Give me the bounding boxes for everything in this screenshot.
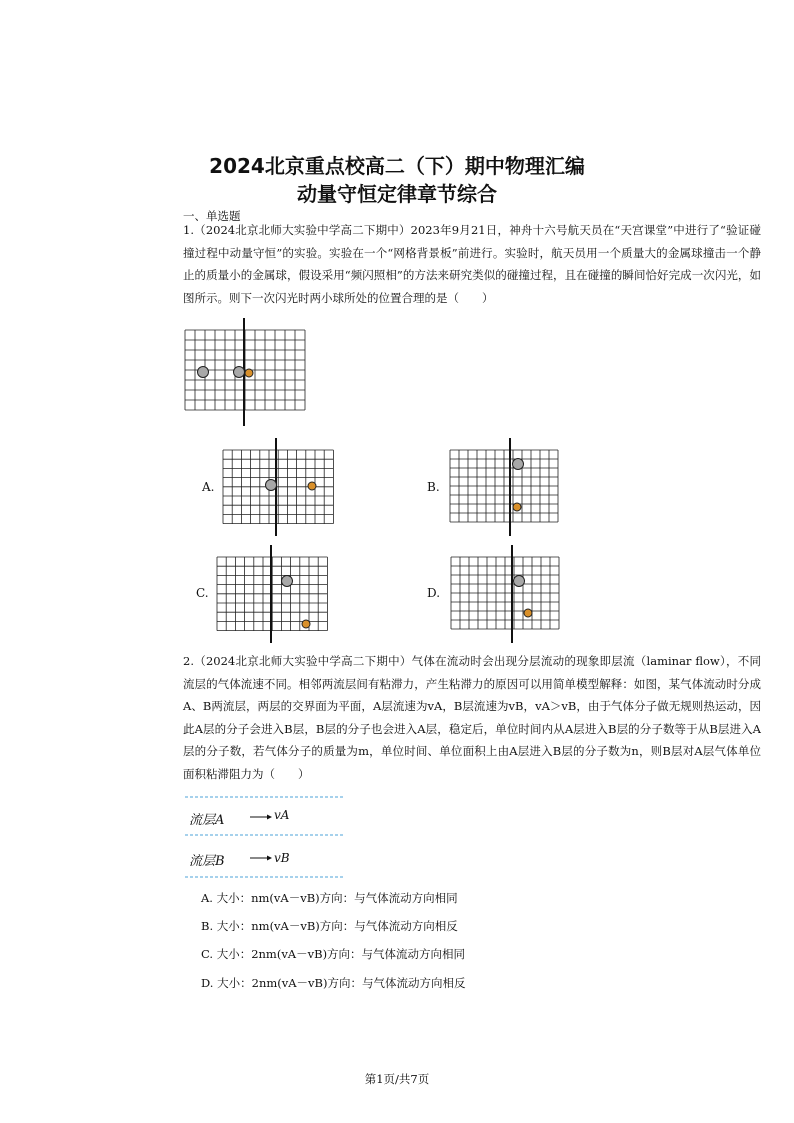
page-footer: 第1页/共7页 xyxy=(364,1072,430,1086)
big-ball xyxy=(198,367,209,378)
page-subtitle: 动量守恒定律章节综合 xyxy=(297,182,497,206)
option-a-label[interactable]: A. xyxy=(202,480,215,494)
question-2-text: 2.（2024北京北师大实验中学高二下期中）气体在流动时会出现分层流动的现象即层流（laminar flow），不同流层的气体流速不同。相邻两流层间有粘滞力，产生粘滞力的原因可以用简单模型解释：如图，某气体流动时分成A、B两流层，两层的交界面为平面，A层流速为vA，B层流速为vB，vA＞vB，由于气体分子做无规则热运动，因此A层的分子会进入B层，B层的分子也会进入A层，稳定后，单位时间内从A层进入B层的分子数等于从B层进入A层的分子数，若气体分子的质量为m，单位时间、单位面积上由A层进入B层的分子数为n，则B层对A层气体单位面积粘滞阻力为（ ） xyxy=(183,654,761,781)
small-ball xyxy=(524,609,532,617)
big-ball xyxy=(513,459,524,470)
option-c-label[interactable]: C. xyxy=(196,586,209,600)
small-ball xyxy=(245,369,253,377)
small-ball xyxy=(302,620,310,628)
page-title: 2024北京重点校高二（下）期中物理汇编 xyxy=(209,154,585,178)
velocity-b-label: vB xyxy=(274,851,290,865)
layer-a-label: 流层A xyxy=(189,813,225,828)
section-heading: 一、单选题 xyxy=(183,209,241,223)
choice-a[interactable]: A. 大小：nm(vA－vB)方向：与气体流动方向相同 xyxy=(201,891,458,905)
q1-main-figure xyxy=(185,318,307,428)
choice-c[interactable]: C. 大小：2nm(vA－vB)方向：与气体流动方向相同 xyxy=(201,947,466,961)
big-ball xyxy=(282,576,293,587)
option-c-figure[interactable] xyxy=(217,545,339,645)
big-ball xyxy=(514,576,525,587)
big-ball xyxy=(234,367,245,378)
choice-b[interactable]: B. 大小：nm(vA－vB)方向：与气体流动方向相反 xyxy=(201,919,458,933)
option-b-label[interactable]: B. xyxy=(427,480,440,494)
small-ball xyxy=(308,482,316,490)
option-a-figure[interactable] xyxy=(223,438,345,538)
small-ball xyxy=(513,503,521,511)
option-d-label[interactable]: D. xyxy=(427,586,441,600)
question-1-text: 1.（2024北京北师大实验中学高二下期中）2023年9月21日，神舟十六号航天员在“天宫课堂”中进行了“验证碰撞过程中动量守恒”的实验。实验在一个“网格背景板”前进行。实验时，航天员用一个质量大的金属球撞击一个静止的质量小的金属球，假设采用“频闪照相”的方法来研究类似的碰撞过程，且在碰撞的瞬间恰好完成一次闪光，如图所示。则下一次闪光时两小球所处的位置合理的是（ ） xyxy=(183,223,761,305)
big-ball xyxy=(266,480,277,491)
velocity-a-label: vA xyxy=(274,808,290,822)
option-d-figure[interactable] xyxy=(451,545,573,645)
option-b-figure[interactable] xyxy=(450,438,572,538)
layer-b-label: 流层B xyxy=(189,854,225,869)
choice-d[interactable]: D. 大小：2nm(vA－vB)方向：与气体流动方向相反 xyxy=(201,976,466,990)
